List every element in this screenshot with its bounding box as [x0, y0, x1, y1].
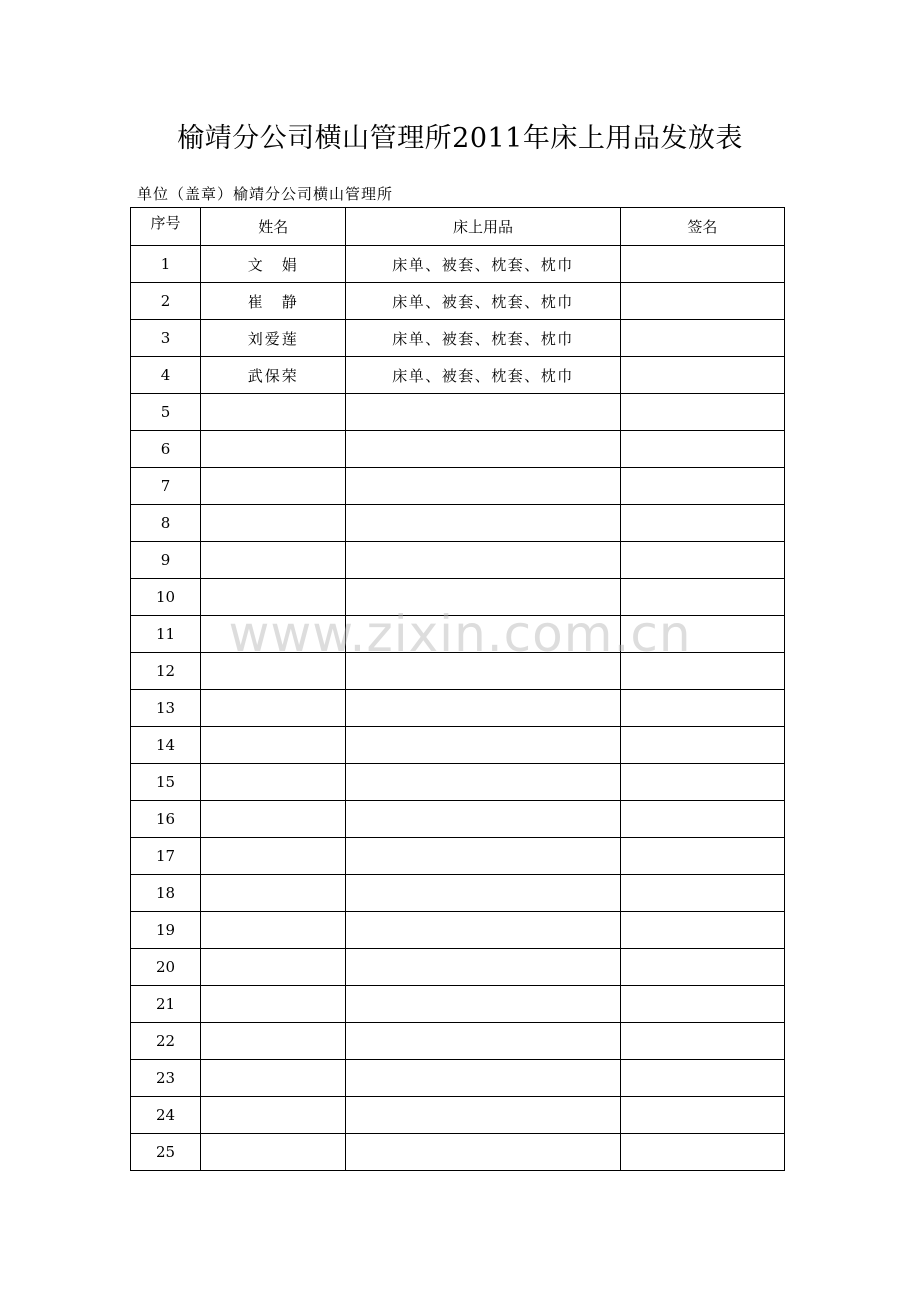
cell-name — [201, 1023, 346, 1060]
cell-name: 崔 静 — [201, 283, 346, 320]
cell-name: 刘爱莲 — [201, 320, 346, 357]
cell-items: 床单、被套、枕套、枕巾 — [346, 246, 620, 283]
cell-name — [201, 875, 346, 912]
cell-items — [346, 579, 620, 616]
cell-sign[interactable] — [620, 394, 784, 431]
cell-name — [201, 653, 346, 690]
cell-sign[interactable] — [620, 246, 784, 283]
cell-no: 2 — [131, 283, 201, 320]
cell-items — [346, 949, 620, 986]
cell-no: 4 — [131, 357, 201, 394]
cell-no: 12 — [131, 653, 201, 690]
table-row — [131, 1134, 785, 1171]
cell-sign[interactable] — [620, 986, 784, 1023]
cell-items — [346, 764, 620, 801]
cell-items — [346, 1097, 620, 1134]
cell-sign[interactable] — [620, 1060, 784, 1097]
cell-no: 9 — [131, 542, 201, 579]
cell-no: 13 — [131, 690, 201, 727]
cell-no: 25 — [131, 1134, 201, 1171]
cell-sign[interactable] — [620, 431, 784, 468]
cell-no: 1 — [131, 246, 201, 283]
table-row — [131, 542, 785, 579]
table-row — [131, 505, 785, 542]
cell-items — [346, 505, 620, 542]
cell-items — [346, 727, 620, 764]
cell-no: 11 — [131, 616, 201, 653]
header-row — [131, 208, 785, 246]
cell-items: 床单、被套、枕套、枕巾 — [346, 320, 620, 357]
cell-name — [201, 505, 346, 542]
cell-name — [201, 912, 346, 949]
cell-sign[interactable] — [620, 801, 784, 838]
table-row — [131, 912, 785, 949]
table-row — [131, 875, 785, 912]
cell-no: 23 — [131, 1060, 201, 1097]
distribution-table — [130, 207, 785, 1171]
cell-no: 3 — [131, 320, 201, 357]
cell-no: 21 — [131, 986, 201, 1023]
cell-no: 6 — [131, 431, 201, 468]
cell-sign[interactable] — [620, 1097, 784, 1134]
cell-sign[interactable] — [620, 653, 784, 690]
header-sign: 签名 — [620, 208, 784, 246]
cell-sign[interactable] — [620, 949, 784, 986]
cell-no: 5 — [131, 394, 201, 431]
cell-items — [346, 690, 620, 727]
cell-name — [201, 1060, 346, 1097]
header-no: 序号 — [131, 208, 201, 246]
table-row — [131, 320, 785, 357]
cell-sign[interactable] — [620, 1023, 784, 1060]
cell-no: 19 — [131, 912, 201, 949]
cell-name — [201, 986, 346, 1023]
table-row — [131, 653, 785, 690]
cell-name — [201, 727, 346, 764]
cell-name: 武保荣 — [201, 357, 346, 394]
table-row — [131, 690, 785, 727]
cell-no: 24 — [131, 1097, 201, 1134]
cell-items: 床单、被套、枕套、枕巾 — [346, 283, 620, 320]
header-name: 姓名 — [201, 208, 346, 246]
cell-name — [201, 431, 346, 468]
cell-items — [346, 394, 620, 431]
table-row — [131, 727, 785, 764]
cell-no: 10 — [131, 579, 201, 616]
table-row — [131, 283, 785, 320]
cell-sign[interactable] — [620, 579, 784, 616]
cell-items — [346, 801, 620, 838]
cell-sign[interactable] — [620, 616, 784, 653]
table-row — [131, 986, 785, 1023]
table-row — [131, 838, 785, 875]
table-row — [131, 616, 785, 653]
cell-sign[interactable] — [620, 542, 784, 579]
table-row — [131, 949, 785, 986]
table-row — [131, 468, 785, 505]
page-title: 榆靖分公司横山管理所2011年床上用品发放表 — [177, 123, 743, 154]
cell-sign[interactable] — [620, 357, 784, 394]
cell-items — [346, 1134, 620, 1171]
table-row — [131, 1097, 785, 1134]
cell-no: 8 — [131, 505, 201, 542]
cell-sign[interactable] — [620, 283, 784, 320]
cell-no: 22 — [131, 1023, 201, 1060]
cell-no: 17 — [131, 838, 201, 875]
table-row — [131, 357, 785, 394]
cell-no: 20 — [131, 949, 201, 986]
cell-name — [201, 394, 346, 431]
cell-name — [201, 690, 346, 727]
cell-sign[interactable] — [620, 690, 784, 727]
cell-sign[interactable] — [620, 764, 784, 801]
cell-no: 18 — [131, 875, 201, 912]
table-row — [131, 579, 785, 616]
cell-name: 文 娟 — [201, 246, 346, 283]
table-row — [131, 764, 785, 801]
cell-name — [201, 949, 346, 986]
cell-sign[interactable] — [620, 505, 784, 542]
table-row — [131, 394, 785, 431]
cell-name — [201, 1134, 346, 1171]
cell-items — [346, 468, 620, 505]
cell-items — [346, 1060, 620, 1097]
cell-sign[interactable] — [620, 727, 784, 764]
cell-name — [201, 801, 346, 838]
cell-sign[interactable] — [620, 1134, 784, 1171]
cell-name — [201, 616, 346, 653]
cell-sign[interactable] — [620, 468, 784, 505]
table-row — [131, 431, 785, 468]
cell-sign[interactable] — [620, 875, 784, 912]
cell-name — [201, 764, 346, 801]
cell-name — [201, 542, 346, 579]
cell-items: 床单、被套、枕套、枕巾 — [346, 357, 620, 394]
watermark: www.zixin.com.cn — [228, 605, 692, 663]
cell-sign[interactable] — [620, 320, 784, 357]
table-row — [131, 801, 785, 838]
cell-name — [201, 838, 346, 875]
cell-name — [201, 468, 346, 505]
cell-items — [346, 912, 620, 949]
cell-name — [201, 1097, 346, 1134]
unit-stamp-line: 单位（盖章）榆靖分公司横山管理所 — [137, 185, 394, 203]
cell-sign[interactable] — [620, 912, 784, 949]
table-row — [131, 1060, 785, 1097]
cell-items — [346, 838, 620, 875]
table-row — [131, 246, 785, 283]
cell-no: 16 — [131, 801, 201, 838]
cell-no: 15 — [131, 764, 201, 801]
table-row — [131, 1023, 785, 1060]
cell-items — [346, 986, 620, 1023]
header-items: 床上用品 — [346, 208, 620, 246]
cell-name — [201, 579, 346, 616]
cell-items — [346, 653, 620, 690]
cell-items — [346, 542, 620, 579]
table-body — [131, 246, 785, 1171]
cell-no: 14 — [131, 727, 201, 764]
cell-items — [346, 431, 620, 468]
cell-items — [346, 616, 620, 653]
cell-items — [346, 875, 620, 912]
cell-items — [346, 1023, 620, 1060]
cell-no: 7 — [131, 468, 201, 505]
cell-sign[interactable] — [620, 838, 784, 875]
